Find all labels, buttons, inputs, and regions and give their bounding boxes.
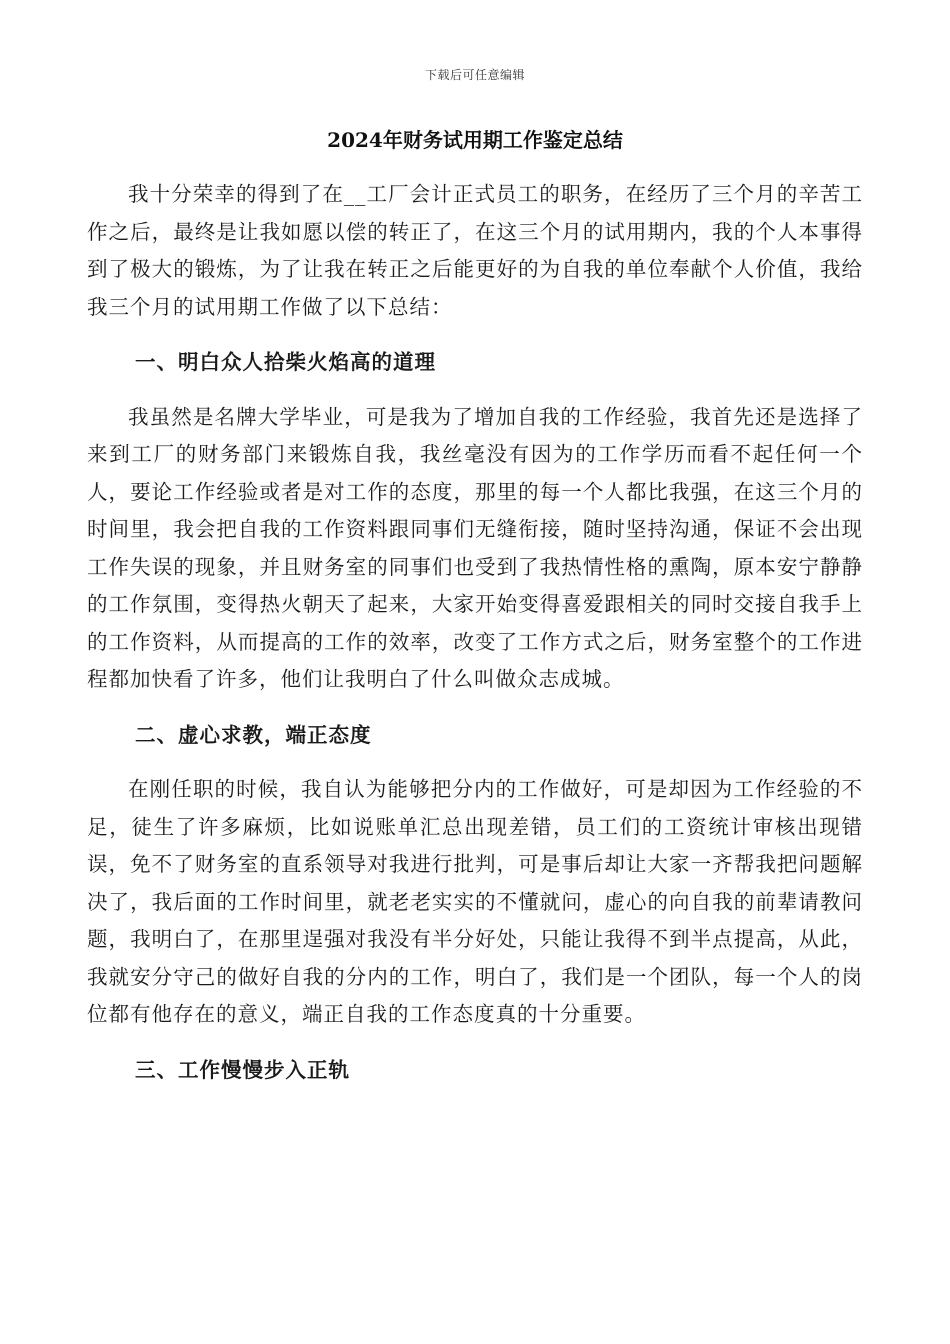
section-body-2: 在刚任职的时候，我自认为能够把分内的工作做好，可是却因为工作经验的不足，徒生了许多麻烦，比如说账单汇总出现差错，员工们的工资统计审核出现错误，免不了财务室的直系领导对我进行批判，可是事后却让大家一齐帮我把问题解决了，我后面的工作时间里，就老老实实的不懂就问，虚心的向自我的前辈请教问题，我明白了，在那里逞强对我没有半分好处，只能让我得不到半点提高，从此，我就安分守己的做好自我的分内的工作，明白了，我们是一个团队，每一个人的岗位都有他存在的意义，端正自我的工作态度真的十分重要。 bbox=[87, 777, 863, 1026]
document-title: 2024年财务试用期工作鉴定总结 bbox=[327, 128, 623, 152]
section-heading-2: 二、虚心求教，端正态度 bbox=[135, 722, 372, 747]
section-heading-3: 三、工作慢慢步入正轨 bbox=[135, 1057, 350, 1082]
intro-paragraph: 我十分荣幸的得到了在__工厂会计正式员工的职务，在经历了三个月的辛苦工作之后，最终是让我如愿以偿的转正了，在这三个月的试用期内，我的个人本事得到了极大的锻炼，为了让我在转正之后能更好的为自我的单位奉献个人价值，我给我三个月的试用期工作做了以下总结： bbox=[87, 182, 863, 319]
header-note: 下载后可任意编辑 bbox=[424, 68, 525, 82]
document-body bbox=[87, 176, 863, 1089]
section-heading-1: 一、明白众人拾柴火焰高的道理 bbox=[135, 350, 436, 374]
section-body-1: 我虽然是名牌大学毕业，可是我为了增加自我的工作经验，我首先还是选择了来到工厂的财务部门来锻炼自我，我丝毫没有因为的工作学历而看不起任何一个人，要论工作经验或者是对工作的态度，那里的每一个人都比我强，在这三个月的时间里，我会把自我的工作资料跟同事们无缝衔接，随时坚持沟通，保证不会出现工作失误的现象，并且财务室的同事们也受到了我热情性格的熏陶，原本安宁静静的工作氛围，变得热火朝天了起来，大家开始变得喜爱跟相关的同时交接自我手上的工作资料，从而提高的工作的效率，改变了工作方式之后，财务室整个的工作进程都加快看了许多，他们让我明白了什么叫做众志成城。 bbox=[87, 404, 863, 691]
